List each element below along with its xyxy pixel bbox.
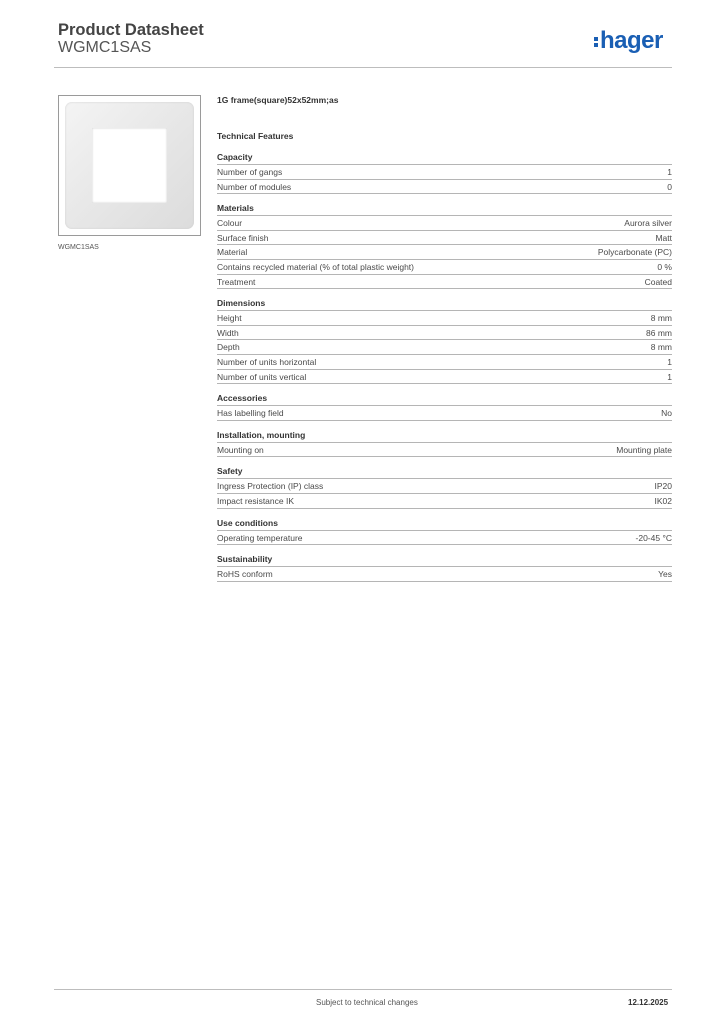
spec-row [217,340,672,355]
section [217,390,672,421]
spec-row [217,355,672,370]
footer-date: 12.12.2025 [628,998,669,1007]
spec-value: 0 [667,181,672,192]
spec-row [217,370,672,385]
footer-divider [54,989,672,990]
image-caption: WGMC1SAS [58,244,99,251]
spec-value: IK02 [654,495,672,506]
spec-row [217,531,672,546]
spec-label: Mounting on [217,444,264,455]
section-title: Installation, mounting [217,427,672,443]
product-image [58,95,201,236]
logo-dots-icon [594,35,599,49]
spec-value: Matt [655,232,672,243]
spec-label: Colour [217,218,243,229]
spec-label: RoHS conform [217,569,273,580]
footer-note: Subject to technical changes [316,998,418,1007]
spec-label: Depth [217,342,240,353]
spec-label: Material [217,247,248,258]
spec-value: -20-45 °C [635,532,672,543]
spec-row [217,260,672,275]
spec-value: 1 [667,371,672,382]
spec-label: Number of gangs [217,167,283,177]
spec-label: Number of units horizontal [217,356,317,367]
spec-value: 1 [667,167,672,177]
spec-label: Ingress Protection (IP) class [217,481,324,492]
spec-row [217,245,672,260]
spec-value: No [661,408,672,419]
spec-label: Operating temperature [217,532,303,543]
page-title: Product Datasheet [58,21,204,39]
section-title: Safety [217,463,672,479]
spec-label: Surface finish [217,232,269,243]
section-title: Materials [217,200,672,216]
product-code: WGMC1SAS [58,39,152,56]
section-title: Sustainability [217,551,672,567]
spec-label: Number of modules [217,181,292,192]
spec-row [217,406,672,421]
spec-value: 8 mm [650,313,672,324]
spec-value: Aurora silver [624,218,672,229]
spec-row [217,443,672,458]
product-name: 1G frame(square)52x52mm;as [217,95,339,105]
feature-sections [217,149,672,582]
spec-row [217,165,672,180]
hager-logo [594,27,663,55]
spec-value: 0 % [657,261,672,272]
spec-label: Contains recycled material (% of total plastic weight) [217,261,414,272]
section [217,149,672,194]
section [217,515,672,546]
logo-text: hager [600,27,663,54]
frame-opening [92,128,167,203]
spec-row [217,216,672,231]
section [217,551,672,582]
spec-row [217,479,672,494]
technical-features-heading: Technical Features [217,131,294,141]
header-divider [54,67,672,68]
spec-value: Coated [644,276,672,287]
section [217,463,672,508]
section-title: Dimensions [217,295,672,311]
datasheet-content [217,93,672,582]
spec-value: Polycarbonate (PC) [597,247,672,258]
spec-value: Yes [658,569,672,580]
spec-value: Mounting plate [616,444,672,455]
section [217,200,672,289]
section [217,427,672,458]
spec-value: 86 mm [646,327,672,338]
spec-row [217,326,672,341]
section-title: Capacity [217,149,672,165]
spec-row [217,494,672,509]
spec-label: Has labelling field [217,408,284,419]
spec-row [217,567,672,582]
spec-label: Number of units vertical [217,371,307,382]
spec-label: Width [217,327,239,338]
spec-value: 1 [667,356,672,367]
section [217,295,672,384]
spec-value: 8 mm [650,342,672,353]
spec-label: Height [217,313,242,324]
frame-picture [65,102,194,229]
spec-row [217,180,672,195]
section-title: Accessories [217,390,672,406]
spec-row [217,231,672,246]
spec-label: Treatment [217,276,256,287]
spec-value: IP20 [654,481,672,492]
spec-row [217,311,672,326]
section-title: Use conditions [217,515,672,531]
spec-row [217,275,672,290]
spec-label: Impact resistance IK [217,495,295,506]
